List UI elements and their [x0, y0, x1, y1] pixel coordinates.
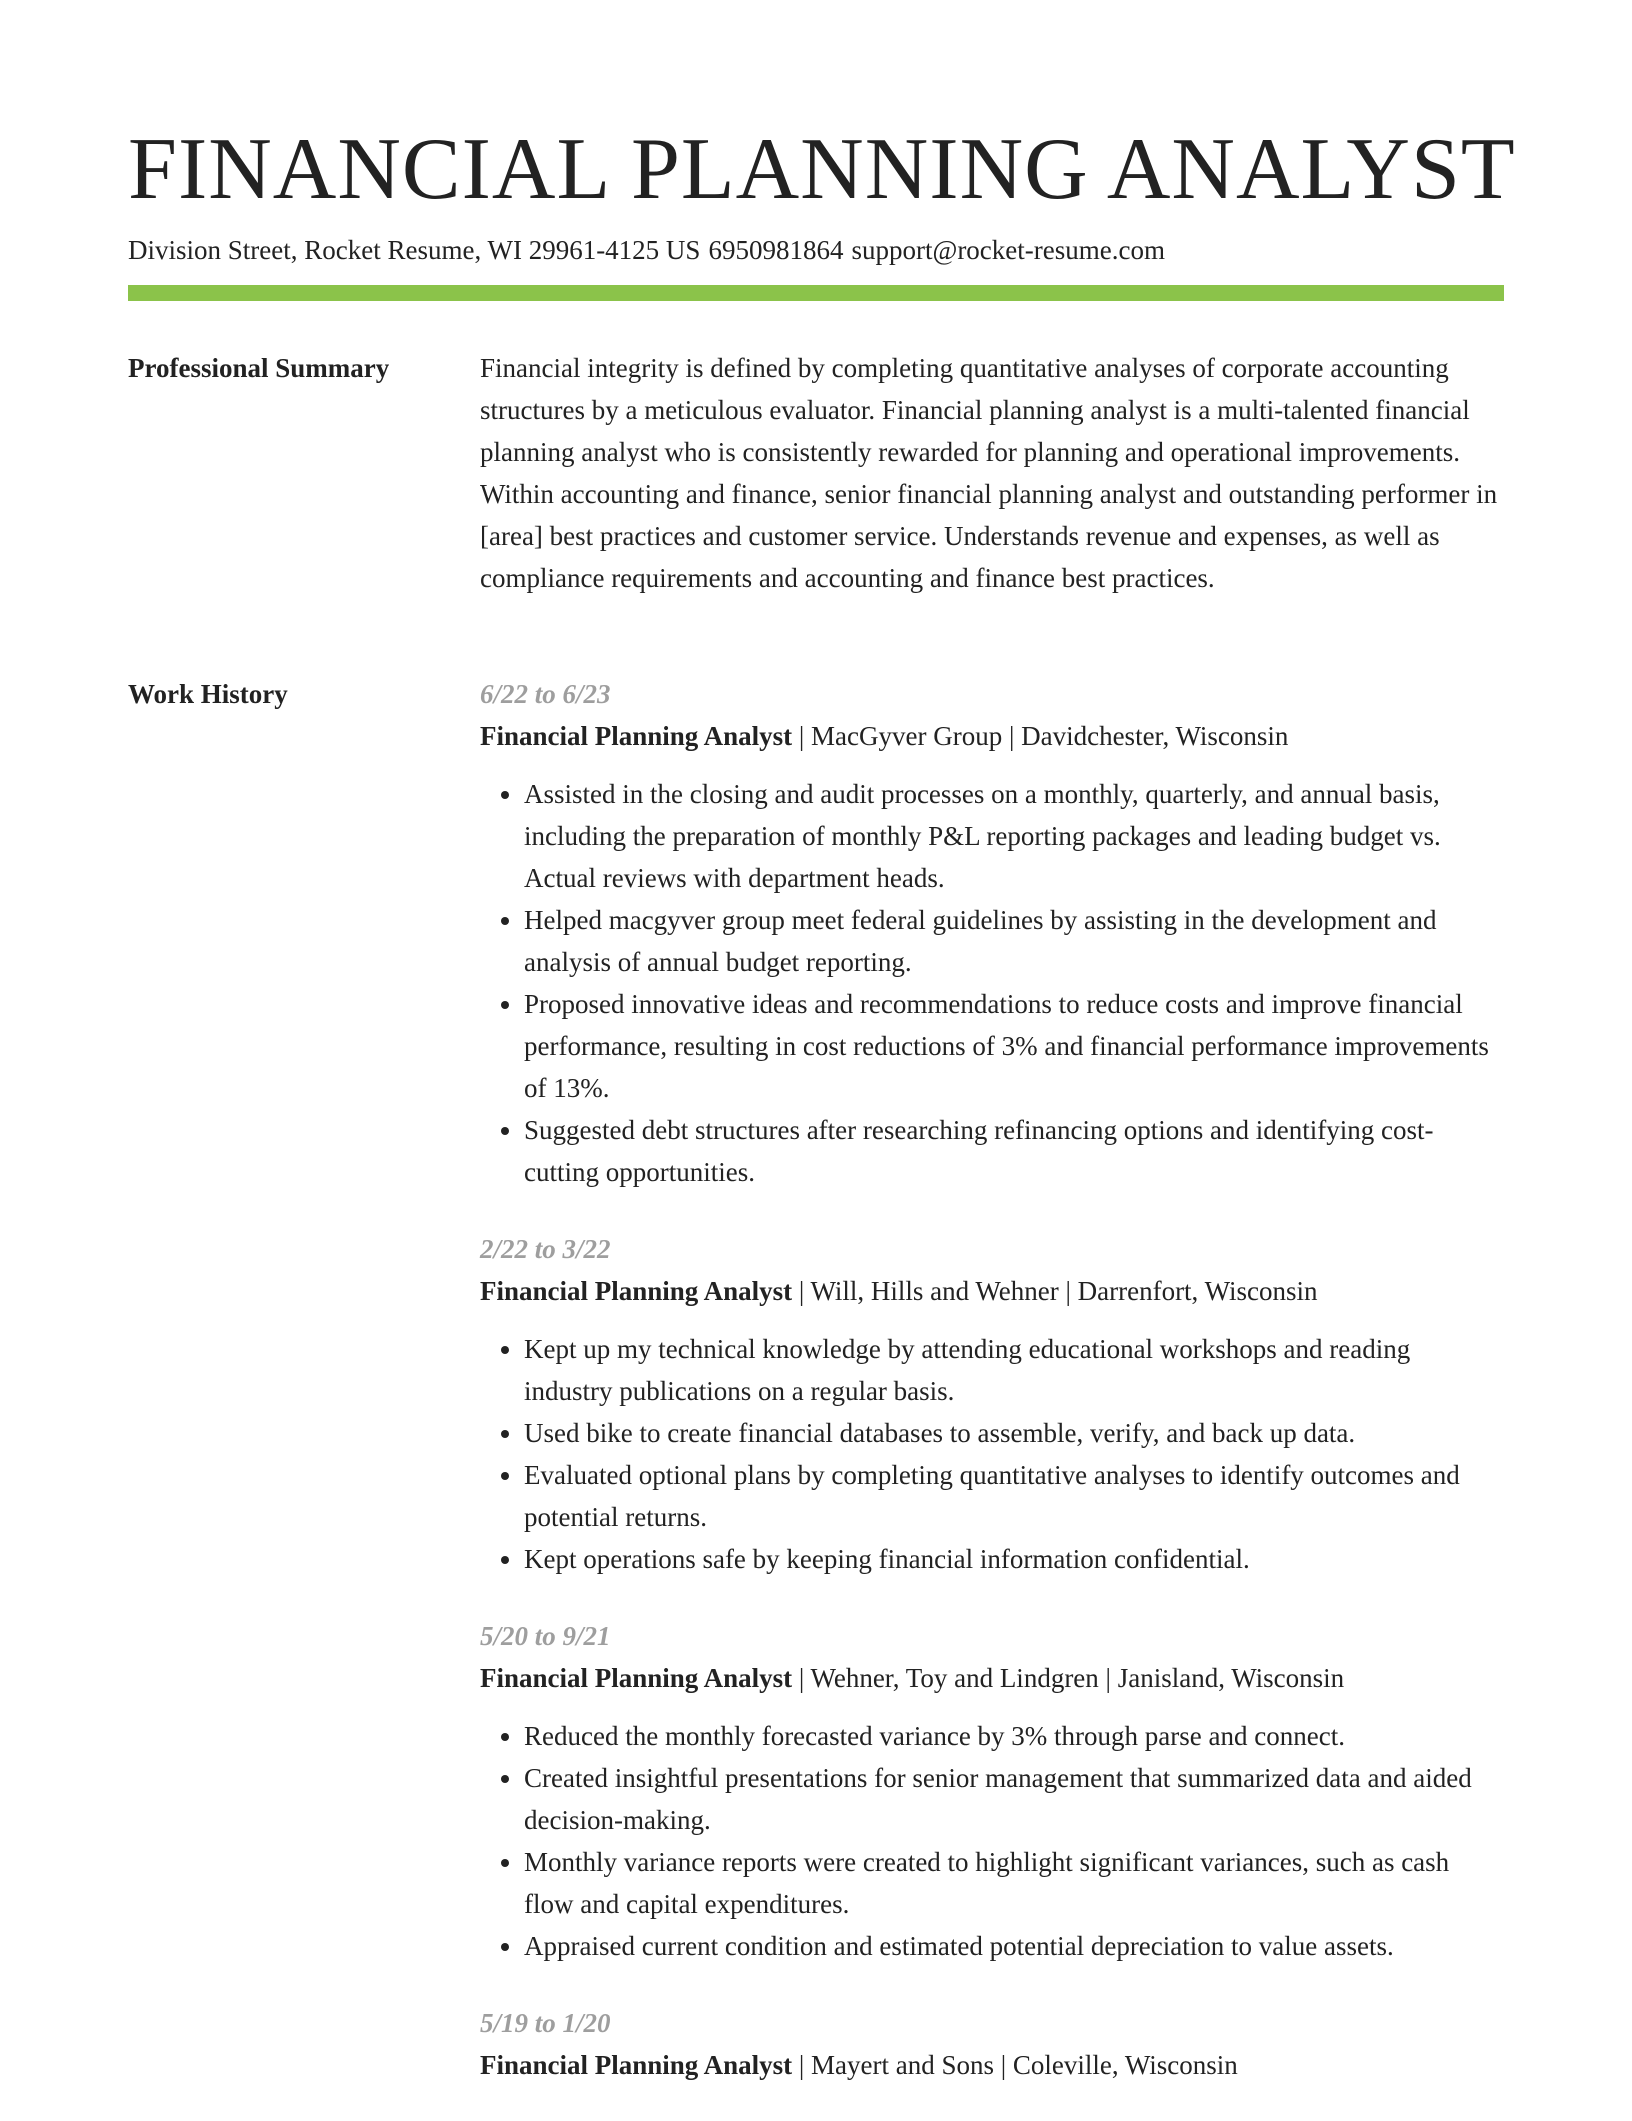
work-history-body	[480, 673, 1504, 2121]
job-bullet: • Used bike to create financial databases to assemble, verify, and back up data.	[524, 1412, 1504, 1454]
job-title: Financial Planning Analyst	[480, 2050, 793, 2080]
summary-text: Financial integrity is defined by completing quantitative analyses of corporate accounting structures by a meticulous evaluator. Financial planning analyst is a multi-talented financial planning analyst who is consistently rewarded for planning and operational improvements. Within accounting and finance, senior financial planning analyst and outstanding performer in [area] best practices and customer service. Understands revenue and expenses, as well as compliance requirements and accounting and finance best practices.	[480, 353, 1498, 593]
job-bullet: • Kept operations safe by keeping financial information confidential.	[524, 1538, 1504, 1580]
job-heading: Financial Planning Analyst | Wehner, Toy and Lindgren | Janisland, Wisconsin	[480, 1663, 1345, 1693]
job-company: MacGyver Group	[811, 721, 1003, 751]
job-dates: 5/19 to 1/20	[480, 2008, 611, 2038]
job-company: Wehner, Toy and Lindgren	[810, 1663, 1099, 1693]
job-location: Janisland, Wisconsin	[1117, 1663, 1345, 1693]
contact-phone: 6950981864	[708, 235, 844, 265]
job-heading: Financial Planning Analyst | Will, Hills and Wehner | Darrenfort, Wisconsin	[480, 1276, 1318, 1306]
job-location: Davidchester, Wisconsin	[1021, 721, 1289, 751]
job-bullet-list	[480, 1328, 1504, 1580]
job-company: Mayert and Sons	[811, 2050, 994, 2080]
work-history-heading: Work History	[128, 679, 288, 709]
resume-name: FINANCIAL PLANNING ANALYST	[128, 121, 1516, 218]
job-dates: 6/22 to 6/23	[480, 679, 611, 709]
contact-email: support@rocket-resume.com	[851, 235, 1165, 265]
job-entry	[480, 1615, 1504, 1967]
job-entry	[480, 673, 1504, 1193]
job-bullet: • Helped macgyver group meet federal guidelines by assisting in the development and analysis of annual budget reporting.	[524, 899, 1504, 983]
job-bullet: • Evaluated optional plans by completing quantitative analyses to identify outcomes and potential returns.	[524, 1454, 1504, 1538]
job-heading: Financial Planning Analyst | MacGyver Group | Davidchester, Wisconsin	[480, 721, 1289, 751]
job-bullet: • Appraised current condition and estimated potential depreciation to value assets.	[524, 1925, 1504, 1967]
job-title: Financial Planning Analyst	[480, 1663, 793, 1693]
job-entry	[480, 1228, 1504, 1580]
job-location: Coleville, Wisconsin	[1012, 2050, 1238, 2080]
job-entry	[480, 2002, 1504, 2086]
job-bullet: • Reduced the monthly forecasted variance by 3% through parse and connect.	[524, 1715, 1504, 1757]
job-bullet: • Suggested debt structures after researching refinancing options and identifying cost-cutting opportunities.	[524, 1109, 1504, 1193]
summary-body	[480, 347, 1504, 599]
job-bullet-list	[480, 1715, 1504, 1967]
job-bullet: • Proposed innovative ideas and recommendations to reduce costs and improve financial performance, resulting in cost reductions of 3% and financial performance improvements of 13%.	[524, 983, 1504, 1109]
job-title: Financial Planning Analyst	[480, 1276, 793, 1306]
summary-heading: Professional Summary	[128, 353, 390, 383]
job-location: Darrenfort, Wisconsin	[1077, 1276, 1318, 1306]
job-dates: 2/22 to 3/22	[480, 1234, 611, 1264]
contact-line	[128, 232, 1504, 268]
job-dates: 5/20 to 9/21	[480, 1621, 611, 1651]
contact-address: Division Street, Rocket Resume, WI 29961-4125 US	[128, 235, 701, 265]
header-divider	[128, 285, 1504, 301]
job-bullet: • Monthly variance reports were created to highlight significant variances, such as cash flow and capital expenditures.	[524, 1841, 1504, 1925]
job-bullet-list	[480, 773, 1504, 1193]
resume-header	[128, 118, 1516, 268]
job-heading: Financial Planning Analyst | Mayert and Sons | Coleville, Wisconsin	[480, 2050, 1238, 2080]
job-title: Financial Planning Analyst	[480, 721, 793, 751]
job-company: Will, Hills and Wehner	[810, 1276, 1059, 1306]
job-bullet: • Kept up my technical knowledge by attending educational workshops and reading industry publications on a regular basis.	[524, 1328, 1504, 1412]
job-bullet: • Created insightful presentations for senior management that summarized data and aided decision-making.	[524, 1757, 1504, 1841]
job-bullet: • Assisted in the closing and audit processes on a monthly, quarterly, and annual basis, including the preparation of monthly P&L reporting packages and leading budget vs. Actual reviews with department heads.	[524, 773, 1504, 899]
